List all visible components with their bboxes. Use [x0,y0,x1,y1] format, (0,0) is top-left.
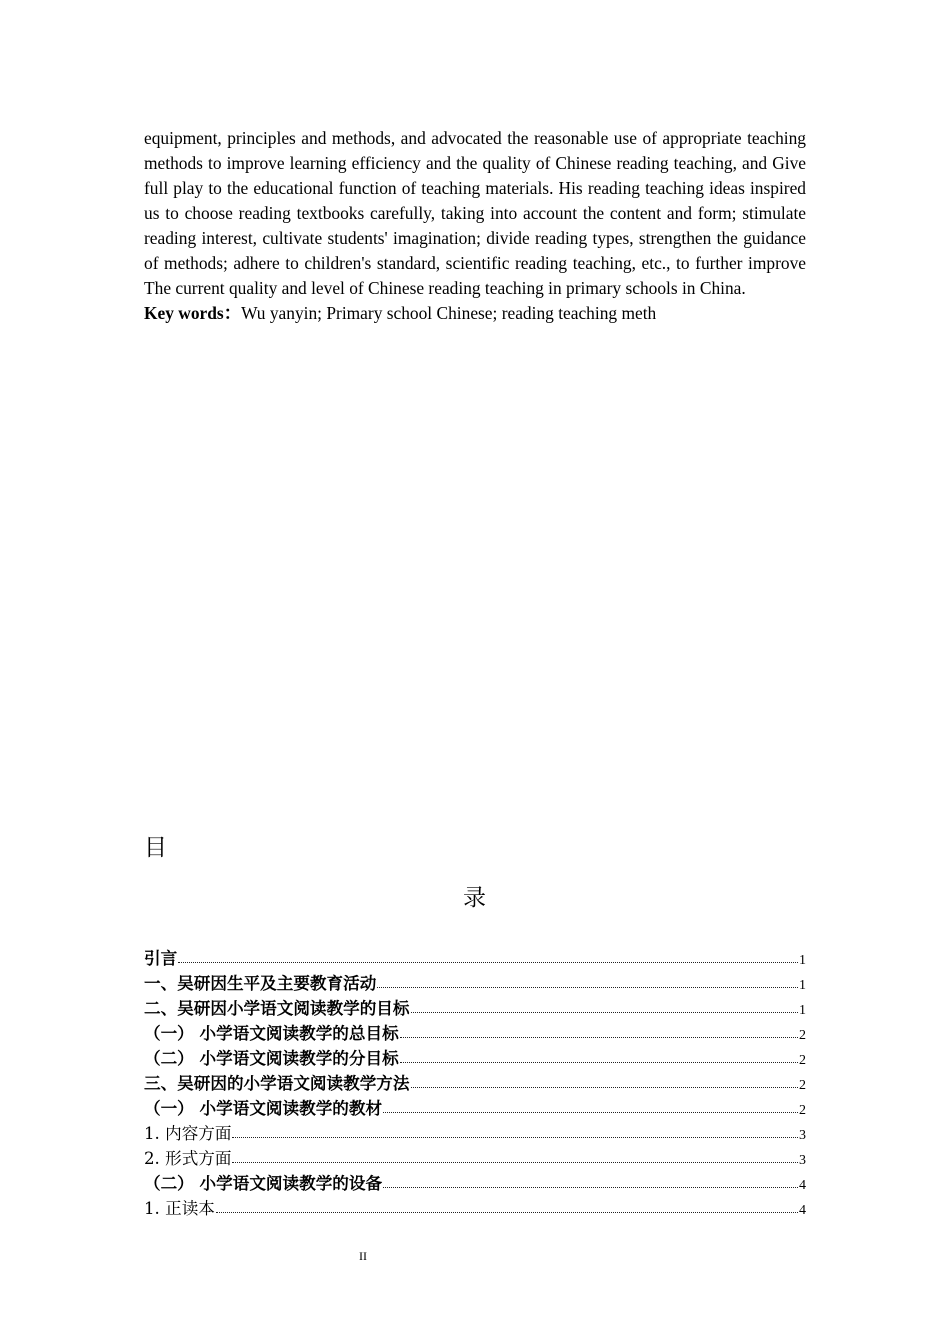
toc-entry-label: 一、吴研因生平及主要教育活动 [144,974,377,993]
toc-title-char-2: 录 [463,885,486,911]
toc-leader-dots [383,1111,798,1113]
toc-entry-label: 2. 形式方面 [144,1149,232,1168]
page-number: II [359,1249,367,1263]
toc-entry-label: 三、吴研因的小学语文阅读教学方法 [144,1074,410,1093]
toc-entry[interactable] [144,1046,806,1071]
toc-leader-dots [232,1161,798,1163]
toc-entry-page: 4 [799,1178,806,1193]
toc-title-char-1: 目 [144,835,167,861]
abstract-body: equipment, principles and methods, and advocated the reasonable use of appropriate teaching methods to improve learning efficiency and the quality of Chinese reading teaching, and Give full play to the educational function of teaching materials. His reading teaching ideas inspired us to choose reading textbooks carefully, taking into account the content and form; stimulate reading interest, cultivate students' imagination; divide reading types, strengthen the guidance of methods; adhere to children's standard, scientific reading teaching, etc., to further improve The current quality and level of Chinese reading teaching in primary schools in China. [144,128,806,298]
toc-entry-label: 1. 内容方面 [144,1124,232,1143]
toc-entry-page: 3 [799,1128,806,1143]
toc-entry-page: 2 [799,1103,806,1118]
toc-entry[interactable] [144,971,806,996]
toc-leader-dots [383,1186,798,1188]
toc-entry[interactable] [144,1196,806,1221]
toc-leader-dots [232,1136,798,1138]
toc-entry-label: （一） 小学语文阅读教学的教材 [144,1099,383,1118]
toc-entry[interactable] [144,1171,806,1196]
toc-entry-label: 引言 [144,949,178,968]
toc-entry-page: 2 [799,1028,806,1043]
toc-entry[interactable] [144,996,806,1021]
keywords-value: Wu yanyin; Primary school Chinese; reading teaching meth [241,303,657,323]
toc-entry-page: 1 [799,1003,806,1018]
toc-entry-label: 1. 正读本 [144,1199,215,1218]
toc-entry[interactable] [144,1121,806,1146]
toc-entry-label: （一） 小学语文阅读教学的总目标 [144,1024,399,1043]
toc-entry[interactable] [144,946,806,971]
toc-leader-dots [400,1061,798,1063]
toc-entry-page: 1 [799,978,806,993]
toc-entry-label: 二、吴研因小学语文阅读教学的目标 [144,999,410,1018]
keywords-line [144,301,806,326]
keywords-label: Key words： [144,303,242,323]
toc-leader-dots [411,1011,799,1013]
toc-entry-label: （二） 小学语文阅读教学的分目标 [144,1049,399,1068]
toc-leader-dots [411,1086,799,1088]
toc-entry[interactable] [144,1146,806,1171]
toc-leader-dots [216,1211,798,1213]
toc-leader-dots [377,986,798,988]
toc-entry-page: 2 [799,1053,806,1068]
toc-leader-dots [400,1036,798,1038]
toc-entry[interactable] [144,1021,806,1046]
toc-entry[interactable] [144,1071,806,1096]
toc-entry-page: 4 [799,1203,806,1218]
toc-entry[interactable] [144,1096,806,1121]
table-of-contents [144,946,806,1221]
toc-entry-page: 2 [799,1078,806,1093]
toc-leader-dots [178,961,798,963]
toc-entry-page: 1 [799,953,806,968]
english-abstract [144,126,806,326]
toc-entry-label: （二） 小学语文阅读教学的设备 [144,1174,383,1193]
toc-entry-page: 3 [799,1153,806,1168]
